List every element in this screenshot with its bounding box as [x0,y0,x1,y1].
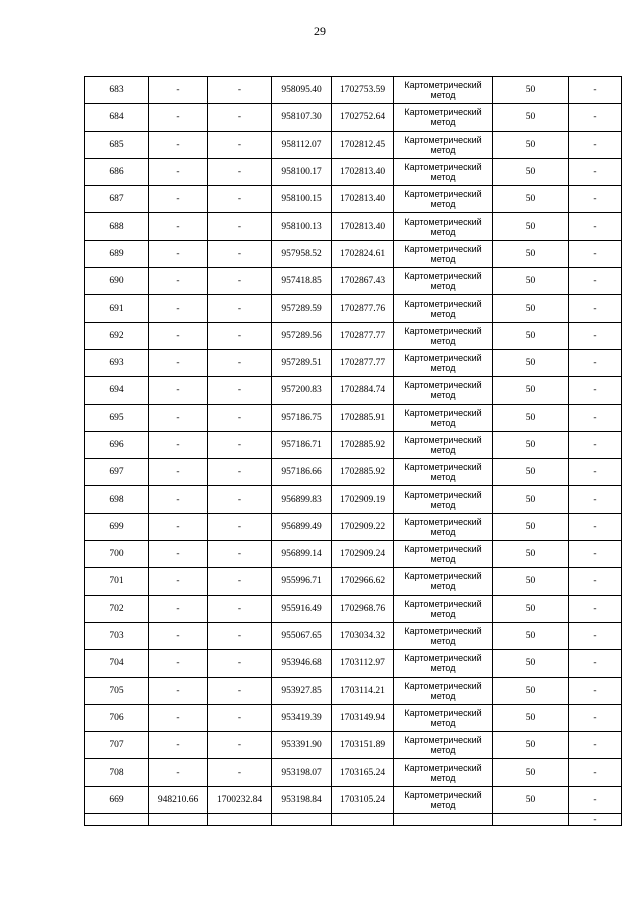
method-cell: Картометрический метод [394,459,493,486]
description-cell: - [569,732,622,759]
new-y-cell: 1703165.24 [332,759,394,786]
new-y-cell: 1703034.32 [332,622,394,649]
description-cell: - [569,541,622,568]
description-cell: - [569,213,622,240]
new-x-cell: 957186.75 [272,404,332,431]
point-number-cell: 703 [85,622,149,649]
old-y-cell: - [208,759,272,786]
new-y-cell: 1702877.76 [332,295,394,322]
point-number-cell: 695 [85,404,149,431]
table-row [85,431,622,458]
old-x-cell: - [149,459,208,486]
new-x-cell: 958107.30 [272,104,332,131]
method-cell: Картометрический метод [394,240,493,267]
table-row [85,404,622,431]
table-row [85,459,622,486]
table-row [85,541,622,568]
point-number-cell: 708 [85,759,149,786]
new-x-cell: 957289.56 [272,322,332,349]
point-number-cell: 692 [85,322,149,349]
new-y-cell: 1702966.62 [332,568,394,595]
point-number-cell: 699 [85,513,149,540]
old-x-cell: - [149,349,208,376]
old-x-cell: - [149,486,208,513]
new-y-cell: 1702909.22 [332,513,394,540]
accuracy-cell: 50 [493,650,569,677]
accuracy-cell: 50 [493,295,569,322]
old-y-cell: - [208,541,272,568]
accuracy-cell: 50 [493,486,569,513]
old-x-cell: - [149,377,208,404]
new-x-cell: 953927.85 [272,677,332,704]
new-y-cell: 1702812.45 [332,131,394,158]
point-number-cell: 696 [85,431,149,458]
new-x-cell: 953946.68 [272,650,332,677]
old-x-cell: - [149,431,208,458]
old-x-cell: - [149,732,208,759]
new-x-cell: 957186.71 [272,431,332,458]
old-x-cell: - [149,622,208,649]
new-y-cell [332,814,394,826]
table-row [85,513,622,540]
description-cell: - [569,759,622,786]
description-cell: - [569,568,622,595]
accuracy-cell: 50 [493,77,569,104]
method-cell: Картометрический метод [394,295,493,322]
method-cell: Картометрический метод [394,268,493,295]
description-cell: - [569,650,622,677]
new-y-cell: 1702752.64 [332,104,394,131]
method-cell: Картометрический метод [394,486,493,513]
point-number-cell: 688 [85,213,149,240]
table-row [85,622,622,649]
point-number-cell: 685 [85,131,149,158]
new-x-cell: 958100.17 [272,158,332,185]
accuracy-cell: 50 [493,377,569,404]
new-y-cell: 1702867.43 [332,268,394,295]
point-number-cell: 702 [85,595,149,622]
accuracy-cell: 50 [493,568,569,595]
description-cell: - [569,186,622,213]
old-x-cell: - [149,568,208,595]
old-y-cell: - [208,104,272,131]
method-cell: Картометрический метод [394,77,493,104]
method-cell: Картометрический метод [394,541,493,568]
old-y-cell: - [208,677,272,704]
table-row [85,486,622,513]
table-row [85,377,622,404]
description-cell: - [569,268,622,295]
table-body [85,77,622,826]
method-cell: Картометрический метод [394,568,493,595]
table-row [85,131,622,158]
description-cell: - [569,486,622,513]
table-row [85,595,622,622]
description-cell: - [569,513,622,540]
table-row [85,568,622,595]
old-x-cell: - [149,131,208,158]
description-cell: - [569,786,622,813]
old-y-cell: - [208,213,272,240]
table-row [85,349,622,376]
old-x-cell: - [149,704,208,731]
accuracy-cell: 50 [493,541,569,568]
new-x-cell: 958100.15 [272,186,332,213]
old-x-cell: - [149,595,208,622]
old-y-cell: - [208,158,272,185]
method-cell: Картометрический метод [394,349,493,376]
method-cell: Картометрический метод [394,513,493,540]
description-cell: - [569,377,622,404]
description-cell: - [569,295,622,322]
description-cell: - [569,431,622,458]
old-x-cell [149,814,208,826]
new-x-cell: 957418.85 [272,268,332,295]
old-x-cell: - [149,513,208,540]
accuracy-cell: 50 [493,459,569,486]
accuracy-cell: 50 [493,131,569,158]
point-number-cell: 704 [85,650,149,677]
accuracy-cell: 50 [493,622,569,649]
method-cell: Картометрический метод [394,131,493,158]
old-y-cell: - [208,322,272,349]
description-cell: - [569,622,622,649]
old-x-cell: - [149,158,208,185]
old-y-cell [208,814,272,826]
description-cell: - [569,104,622,131]
old-x-cell: - [149,404,208,431]
old-x-cell: - [149,213,208,240]
old-y-cell: - [208,186,272,213]
method-cell: Картометрический метод [394,622,493,649]
old-x-cell: - [149,650,208,677]
new-y-cell: 1703149.94 [332,704,394,731]
method-cell: Картометрический метод [394,786,493,813]
new-y-cell: 1703105.24 [332,786,394,813]
accuracy-cell: 50 [493,104,569,131]
table-row [85,759,622,786]
page-number: 29 [314,24,326,38]
description-cell: - [569,459,622,486]
old-y-cell: - [208,268,272,295]
point-number-cell: 687 [85,186,149,213]
new-x-cell: 953419.39 [272,704,332,731]
new-x-cell: 953198.84 [272,786,332,813]
new-x-cell: 956899.14 [272,541,332,568]
old-x-cell: - [149,677,208,704]
table-row [85,77,622,104]
accuracy-cell: 50 [493,213,569,240]
new-y-cell: 1702884.74 [332,377,394,404]
table-row-empty [85,814,622,826]
new-x-cell: 953391.90 [272,732,332,759]
coordinates-table [84,76,622,826]
table-row [85,158,622,185]
method-cell: Картометрический метод [394,704,493,731]
new-x-cell: 958112.07 [272,131,332,158]
new-x-cell: 957289.51 [272,349,332,376]
table-row [85,322,622,349]
old-y-cell: - [208,77,272,104]
old-y-cell: - [208,240,272,267]
old-y-cell: - [208,431,272,458]
method-cell: Картометрический метод [394,213,493,240]
old-y-cell: - [208,568,272,595]
description-cell: - [569,595,622,622]
new-y-cell: 1703112.97 [332,650,394,677]
method-cell: Картометрический метод [394,104,493,131]
point-number-cell: 694 [85,377,149,404]
method-cell [394,814,493,826]
description-cell: - [569,77,622,104]
method-cell: Картометрический метод [394,732,493,759]
description-cell: - [569,131,622,158]
new-y-cell: 1702877.77 [332,349,394,376]
accuracy-cell: 50 [493,595,569,622]
new-y-cell: 1702824.61 [332,240,394,267]
old-x-cell: - [149,322,208,349]
new-y-cell: 1702885.92 [332,459,394,486]
accuracy-cell: 50 [493,240,569,267]
point-number-cell: 683 [85,77,149,104]
new-y-cell: 1702885.92 [332,431,394,458]
accuracy-cell: 50 [493,158,569,185]
old-x-cell: - [149,186,208,213]
new-x-cell: 956899.49 [272,513,332,540]
description-cell: - [569,349,622,376]
accuracy-cell: 50 [493,322,569,349]
table-row [85,104,622,131]
new-y-cell: 1703151.89 [332,732,394,759]
new-y-cell: 1702813.40 [332,213,394,240]
old-y-cell: - [208,486,272,513]
new-y-cell: 1702813.40 [332,186,394,213]
accuracy-cell: 50 [493,786,569,813]
new-x-cell: 958100.13 [272,213,332,240]
old-x-cell: - [149,104,208,131]
old-x-cell: 948210.66 [149,786,208,813]
accuracy-cell: 50 [493,732,569,759]
accuracy-cell: 50 [493,349,569,376]
point-number-cell: 669 [85,786,149,813]
description-cell: - [569,240,622,267]
table-row [85,704,622,731]
point-number-cell: 684 [85,104,149,131]
new-x-cell: 957289.59 [272,295,332,322]
old-y-cell: - [208,459,272,486]
table-row [85,677,622,704]
point-number-cell: 701 [85,568,149,595]
table-row [85,295,622,322]
old-y-cell: - [208,595,272,622]
new-x-cell: 957958.52 [272,240,332,267]
old-y-cell: - [208,404,272,431]
old-y-cell: - [208,295,272,322]
accuracy-cell: 50 [493,268,569,295]
accuracy-cell: 50 [493,186,569,213]
old-y-cell: - [208,622,272,649]
new-x-cell: 953198.07 [272,759,332,786]
point-number-cell: 700 [85,541,149,568]
old-x-cell: - [149,759,208,786]
description-cell: - [569,158,622,185]
new-y-cell: 1702909.19 [332,486,394,513]
point-number-cell: 690 [85,268,149,295]
point-number-cell: 706 [85,704,149,731]
new-y-cell: 1702909.24 [332,541,394,568]
old-x-cell: - [149,541,208,568]
old-y-cell: - [208,650,272,677]
point-number-cell: 691 [85,295,149,322]
point-number-cell: 705 [85,677,149,704]
point-number-cell: 697 [85,459,149,486]
new-x-cell: 958095.40 [272,77,332,104]
point-number-cell [85,814,149,826]
table-row [85,786,622,813]
description-cell: - [569,677,622,704]
new-x-cell: 955916.49 [272,595,332,622]
new-x-cell [272,814,332,826]
point-number-cell: 689 [85,240,149,267]
accuracy-cell: 50 [493,759,569,786]
old-y-cell: - [208,349,272,376]
method-cell: Картометрический метод [394,677,493,704]
old-y-cell: 1700232.84 [208,786,272,813]
table-row [85,213,622,240]
old-y-cell: - [208,377,272,404]
old-x-cell: - [149,268,208,295]
description-cell: - [569,322,622,349]
new-y-cell: 1702753.59 [332,77,394,104]
accuracy-cell: 50 [493,513,569,540]
accuracy-cell: 50 [493,431,569,458]
method-cell: Картометрический метод [394,759,493,786]
description-cell: - [569,814,622,826]
old-x-cell: - [149,240,208,267]
new-y-cell: 1702885.91 [332,404,394,431]
table-row [85,186,622,213]
point-number-cell: 693 [85,349,149,376]
accuracy-cell: 50 [493,404,569,431]
new-y-cell: 1702877.77 [332,322,394,349]
method-cell: Картометрический метод [394,377,493,404]
accuracy-cell: 50 [493,677,569,704]
old-y-cell: - [208,704,272,731]
point-number-cell: 698 [85,486,149,513]
table-row [85,268,622,295]
method-cell: Картометрический метод [394,650,493,677]
method-cell: Картометрический метод [394,322,493,349]
old-y-cell: - [208,513,272,540]
new-y-cell: 1702813.40 [332,158,394,185]
new-x-cell: 956899.83 [272,486,332,513]
table-row [85,732,622,759]
method-cell: Картометрический метод [394,158,493,185]
method-cell: Картометрический метод [394,595,493,622]
new-x-cell: 955996.71 [272,568,332,595]
method-cell: Картометрический метод [394,404,493,431]
method-cell: Картометрический метод [394,431,493,458]
new-y-cell: 1702968.76 [332,595,394,622]
new-x-cell: 955067.65 [272,622,332,649]
old-x-cell: - [149,77,208,104]
new-x-cell: 957186.66 [272,459,332,486]
accuracy-cell: 50 [493,704,569,731]
new-y-cell: 1703114.21 [332,677,394,704]
point-number-cell: 686 [85,158,149,185]
old-x-cell: - [149,295,208,322]
method-cell: Картометрический метод [394,186,493,213]
table-row [85,240,622,267]
point-number-cell: 707 [85,732,149,759]
old-y-cell: - [208,131,272,158]
old-y-cell: - [208,732,272,759]
description-cell: - [569,404,622,431]
table-row [85,650,622,677]
new-x-cell: 957200.83 [272,377,332,404]
accuracy-cell [493,814,569,826]
description-cell: - [569,704,622,731]
